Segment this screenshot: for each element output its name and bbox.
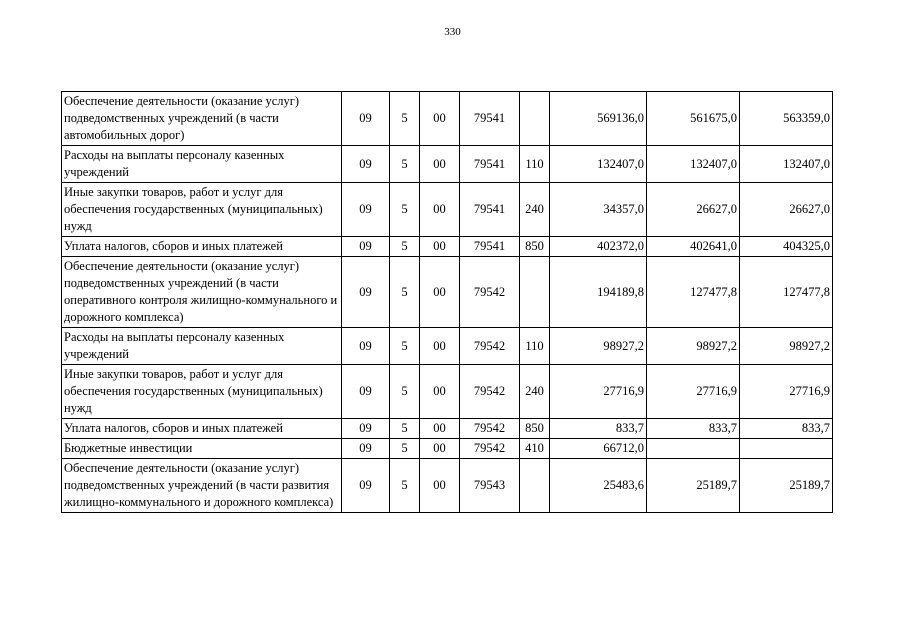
cell-podrazdel: 5 (390, 328, 420, 365)
cell-podrazdel: 5 (390, 419, 420, 439)
cell-code1: 00 (420, 328, 460, 365)
cell-name: Обеспечение деятельности (оказание услуг) подведомственных учреждений (в части автомобильных дорог) (62, 92, 342, 146)
cell-code2: 79542 (460, 439, 520, 459)
cell-vid (520, 257, 550, 328)
cell-sum3: 563359,0 (740, 92, 833, 146)
cell-sum2: 25189,7 (647, 459, 740, 513)
cell-razdel: 09 (342, 459, 390, 513)
cell-sum2: 127477,8 (647, 257, 740, 328)
cell-sum3: 833,7 (740, 419, 833, 439)
cell-code2: 79542 (460, 419, 520, 439)
cell-razdel: 09 (342, 365, 390, 419)
cell-code1: 00 (420, 92, 460, 146)
budget-table (61, 91, 833, 513)
cell-sum3: 127477,8 (740, 257, 833, 328)
cell-vid: 850 (520, 237, 550, 257)
cell-code2: 79542 (460, 365, 520, 419)
cell-podrazdel: 5 (390, 146, 420, 183)
cell-razdel: 09 (342, 237, 390, 257)
cell-sum3: 404325,0 (740, 237, 833, 257)
cell-code1: 00 (420, 365, 460, 419)
cell-name: Иные закупки товаров, работ и услуг для обеспечения государственных (муниципальных) нужд (62, 365, 342, 419)
cell-code2: 79541 (460, 237, 520, 257)
cell-code2: 79541 (460, 92, 520, 146)
cell-sum1: 194189,8 (550, 257, 647, 328)
cell-code1: 00 (420, 183, 460, 237)
cell-sum3: 132407,0 (740, 146, 833, 183)
table-row (62, 365, 833, 419)
cell-podrazdel: 5 (390, 237, 420, 257)
cell-name: Обеспечение деятельности (оказание услуг) подведомственных учреждений (в части развития жилищно-коммунального и дорожного комплекса) (62, 459, 342, 513)
cell-podrazdel: 5 (390, 257, 420, 328)
cell-sum2 (647, 439, 740, 459)
table-row (62, 146, 833, 183)
cell-vid (520, 459, 550, 513)
cell-sum1: 27716,9 (550, 365, 647, 419)
cell-razdel: 09 (342, 257, 390, 328)
cell-sum1: 98927,2 (550, 328, 647, 365)
cell-code1: 00 (420, 146, 460, 183)
cell-sum1: 34357,0 (550, 183, 647, 237)
cell-code1: 00 (420, 439, 460, 459)
cell-sum2: 561675,0 (647, 92, 740, 146)
cell-sum1: 833,7 (550, 419, 647, 439)
cell-sum3: 26627,0 (740, 183, 833, 237)
cell-code2: 79543 (460, 459, 520, 513)
cell-name: Уплата налогов, сборов и иных платежей (62, 237, 342, 257)
cell-code2: 79541 (460, 183, 520, 237)
cell-sum3: 25189,7 (740, 459, 833, 513)
cell-sum2: 27716,9 (647, 365, 740, 419)
cell-podrazdel: 5 (390, 365, 420, 419)
table-row (62, 183, 833, 237)
cell-code1: 00 (420, 419, 460, 439)
cell-razdel: 09 (342, 92, 390, 146)
cell-name: Обеспечение деятельности (оказание услуг) подведомственных учреждений (в части оперативного контроля жилищно-коммунального и дорожного комплекса) (62, 257, 342, 328)
cell-podrazdel: 5 (390, 439, 420, 459)
table-row (62, 257, 833, 328)
table-row (62, 419, 833, 439)
cell-podrazdel: 5 (390, 183, 420, 237)
cell-code2: 79541 (460, 146, 520, 183)
cell-name: Уплата налогов, сборов и иных платежей (62, 419, 342, 439)
cell-podrazdel: 5 (390, 459, 420, 513)
cell-vid: 410 (520, 439, 550, 459)
cell-sum1: 66712,0 (550, 439, 647, 459)
cell-razdel: 09 (342, 183, 390, 237)
cell-podrazdel: 5 (390, 92, 420, 146)
cell-code2: 79542 (460, 328, 520, 365)
cell-razdel: 09 (342, 146, 390, 183)
cell-name: Расходы на выплаты персоналу казенных учреждений (62, 328, 342, 365)
cell-name: Расходы на выплаты персоналу казенных учреждений (62, 146, 342, 183)
cell-vid (520, 92, 550, 146)
cell-name: Бюджетные инвестиции (62, 439, 342, 459)
cell-sum2: 132407,0 (647, 146, 740, 183)
cell-razdel: 09 (342, 328, 390, 365)
cell-sum2: 98927,2 (647, 328, 740, 365)
cell-sum1: 402372,0 (550, 237, 647, 257)
cell-sum1: 25483,6 (550, 459, 647, 513)
cell-vid: 240 (520, 183, 550, 237)
cell-sum2: 26627,0 (647, 183, 740, 237)
table-row (62, 439, 833, 459)
cell-vid: 110 (520, 328, 550, 365)
table-row (62, 459, 833, 513)
cell-sum1: 569136,0 (550, 92, 647, 146)
cell-vid: 110 (520, 146, 550, 183)
cell-vid: 850 (520, 419, 550, 439)
table-row (62, 237, 833, 257)
cell-code1: 00 (420, 257, 460, 328)
table-row (62, 92, 833, 146)
cell-code1: 00 (420, 237, 460, 257)
budget-table-body (62, 92, 833, 513)
cell-razdel: 09 (342, 439, 390, 459)
cell-sum2: 402641,0 (647, 237, 740, 257)
cell-sum1: 132407,0 (550, 146, 647, 183)
table-row (62, 328, 833, 365)
cell-vid: 240 (520, 365, 550, 419)
cell-razdel: 09 (342, 419, 390, 439)
page-number: 330 (444, 26, 461, 38)
cell-sum2: 833,7 (647, 419, 740, 439)
cell-sum3: 98927,2 (740, 328, 833, 365)
cell-name: Иные закупки товаров, работ и услуг для обеспечения государственных (муниципальных) нужд (62, 183, 342, 237)
cell-sum3 (740, 439, 833, 459)
cell-code2: 79542 (460, 257, 520, 328)
cell-code1: 00 (420, 459, 460, 513)
cell-sum3: 27716,9 (740, 365, 833, 419)
